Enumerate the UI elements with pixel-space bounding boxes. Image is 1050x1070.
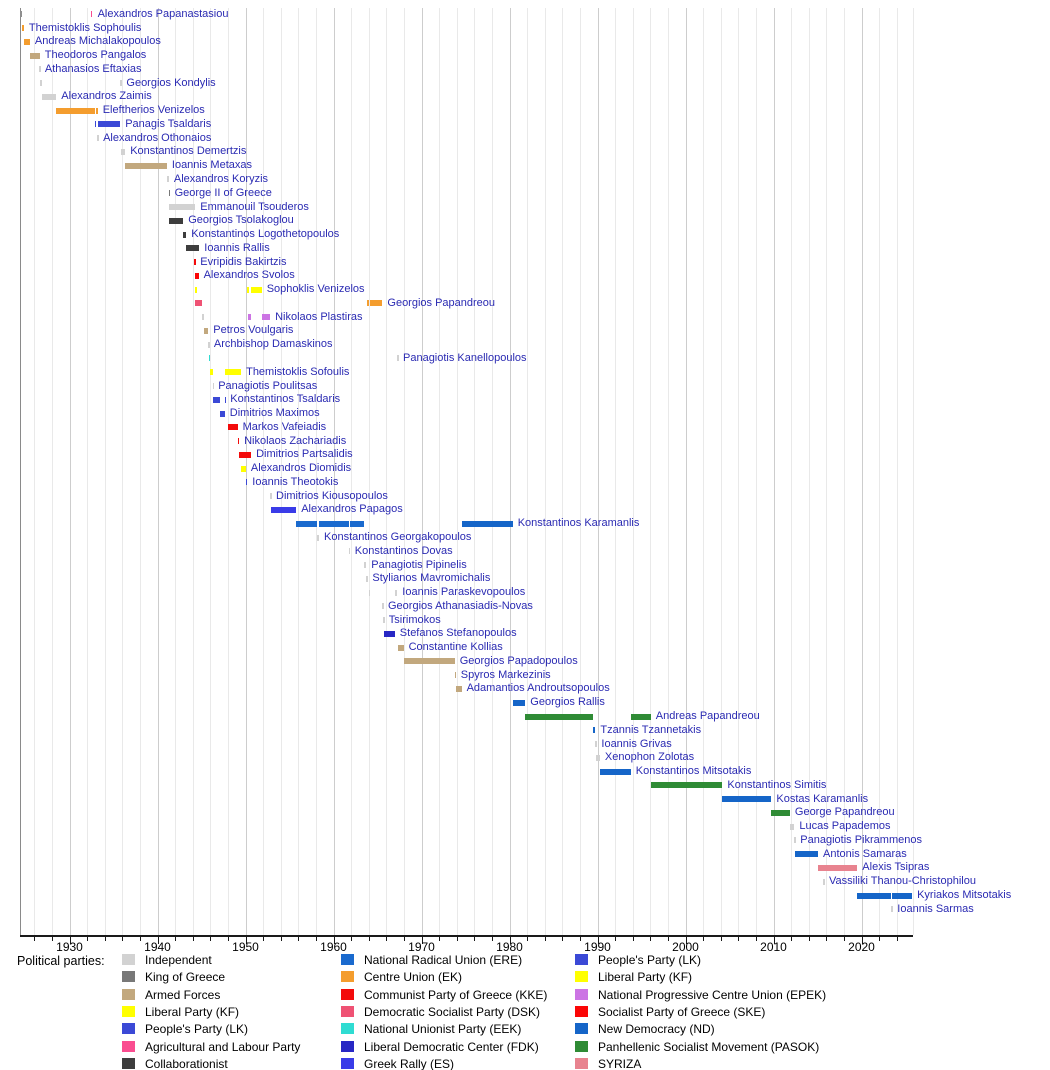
legend-title: Political parties: <box>17 954 105 968</box>
pm-term-bar <box>251 287 262 293</box>
pm-name-label[interactable]: Dimitrios Partsalidis <box>256 448 353 461</box>
pm-term-bar <box>631 714 651 720</box>
pm-term-bar <box>462 521 513 527</box>
pm-term-bar <box>95 121 97 127</box>
pm-name-label[interactable]: Tsirimokos <box>388 613 441 626</box>
gridline <box>527 8 528 935</box>
gridline <box>650 8 651 935</box>
legend-color-swatch <box>575 971 588 982</box>
pm-name-label[interactable]: Konstantinos Mitsotakis <box>635 765 752 778</box>
legend-color-swatch <box>341 971 354 982</box>
pm-term-bar <box>366 576 368 582</box>
legend-party-label: SYRIZA <box>598 1056 642 1070</box>
pm-term-bar <box>239 452 251 458</box>
pm-term-bar <box>97 135 99 141</box>
axis-tick <box>193 937 194 941</box>
pm-name-label[interactable]: Vassiliki Thanou-Christophilou <box>829 875 976 888</box>
axis-tick <box>105 937 106 941</box>
legend-party-label: Centre Union (EK) <box>364 970 463 985</box>
pm-name-label[interactable]: Alexandros Svolos <box>203 269 295 282</box>
legend-party-label: Democratic Socialist Party (DSK) <box>364 1004 541 1019</box>
pm-term-bar <box>204 328 208 334</box>
axis-tick <box>562 937 563 941</box>
pm-name-label[interactable]: Themistoklis Sophoulis <box>28 21 142 34</box>
legend-party-label: Independent <box>145 953 212 967</box>
pm-term-bar <box>367 300 369 306</box>
pm-term-bar <box>246 479 248 485</box>
axis-year-label: 1980 <box>496 940 523 954</box>
pm-term-bar <box>456 686 462 692</box>
pm-term-bar <box>397 355 399 361</box>
pm-name-label[interactable]: Alexandros Papagos <box>301 503 403 516</box>
pm-term-bar <box>795 851 818 857</box>
legend-color-swatch <box>575 989 588 1000</box>
gridline <box>703 8 704 935</box>
pm-name-label[interactable]: Petros Voulgaris <box>213 324 294 337</box>
pm-term-bar <box>350 521 364 527</box>
legend-color-swatch <box>122 1058 135 1069</box>
pm-name-label[interactable]: Panagiotis Kanellopoulos <box>403 351 527 364</box>
pm-name-label[interactable]: Adamantios Androutsopoulos <box>466 682 610 695</box>
gridline <box>510 8 511 935</box>
pm-term-bar <box>823 879 825 885</box>
pm-name-label[interactable]: Athanasios Eftaxias <box>44 62 142 75</box>
pm-term-bar <box>317 535 319 541</box>
gridline <box>562 8 563 935</box>
axis-tick <box>457 937 458 941</box>
legend-party-label: Panhellenic Socialist Movement (PASOK) <box>598 1039 820 1054</box>
legend-color-swatch <box>575 1041 588 1052</box>
pm-term-bar <box>370 300 383 306</box>
pm-name-label[interactable]: Ioannis Grivas <box>601 737 672 750</box>
axis-tick <box>738 937 739 941</box>
gridline <box>633 8 634 935</box>
pm-term-bar <box>30 53 40 59</box>
gridline <box>52 8 53 935</box>
legend-party-label: Armed Forces <box>145 987 221 1002</box>
pm-term-bar <box>398 645 404 651</box>
pm-term-bar <box>195 273 198 279</box>
legend-color-swatch <box>341 989 354 1000</box>
pm-name-label[interactable]: Ioannis Theotokis <box>252 475 339 488</box>
pm-term-bar <box>167 176 169 182</box>
legend-party-label: National Progressive Centre Union (EPEK) <box>598 987 827 1002</box>
pm-term-bar <box>404 658 455 664</box>
pm-term-bar <box>186 245 199 251</box>
pm-name-label[interactable]: Emmanouil Tsouderos <box>200 200 309 213</box>
pm-term-bar <box>349 548 351 554</box>
pm-name-label[interactable]: Alexandros Papanastasiou <box>97 7 229 20</box>
pm-term-bar <box>248 314 251 320</box>
pm-name-label[interactable]: Panagiotis Poulitsas <box>218 379 318 392</box>
gridline <box>386 8 387 935</box>
pm-term-bar <box>42 94 56 100</box>
pm-term-bar <box>271 507 296 513</box>
pm-name-label[interactable]: Ioannis Paraskevopoulos <box>402 586 526 598</box>
legend-party-label: National Radical Union (ERE) <box>364 953 523 967</box>
pm-term-bar <box>892 893 912 899</box>
pm-name-label[interactable]: Georgios Papadopoulos <box>459 654 578 667</box>
pm-term-bar <box>455 672 457 678</box>
pm-name-label[interactable]: Konstantinos Demertzis <box>130 145 247 158</box>
axis-tick <box>386 937 387 941</box>
pm-term-bar <box>195 300 202 306</box>
legend-party-label: Communist Party of Greece (KKE) <box>364 987 548 1002</box>
legend-color-swatch <box>122 954 135 965</box>
pm-name-label[interactable]: Markos Vafeiadis <box>242 420 327 433</box>
pm-name-label[interactable]: Stylianos Mavromichalis <box>372 572 491 585</box>
pm-name-label[interactable]: Alexandros Zaimis <box>61 90 152 103</box>
legend-color-swatch <box>341 1041 354 1052</box>
axis-year-label: 1970 <box>408 940 435 954</box>
pm-name-label[interactable]: Dimitrios Maximos <box>229 407 320 419</box>
axis-tick <box>650 937 651 941</box>
gridline <box>34 8 35 935</box>
pm-term-bar <box>262 314 270 320</box>
axis-tick <box>897 937 898 941</box>
axis-year-label: 2020 <box>848 940 875 954</box>
pm-name-label[interactable]: Panagis Tsaldaris <box>125 117 212 130</box>
pm-name-label[interactable]: George Papandreou <box>794 806 895 819</box>
axis-year-label: 1930 <box>56 940 83 954</box>
axis-year-label: 1950 <box>232 940 259 954</box>
pm-name-label[interactable]: Alexandros Diomidis <box>250 462 352 475</box>
axis-year-label: 2010 <box>760 940 787 954</box>
pm-name-label[interactable]: Kostas Karamanlis <box>776 792 869 805</box>
pm-term-bar <box>771 810 790 816</box>
pm-term-bar <box>525 714 593 720</box>
legend-color-swatch <box>341 1023 354 1034</box>
legend-party-label: Collaborationist <box>145 1056 228 1070</box>
axis-tick <box>210 937 211 941</box>
pm-name-label[interactable]: Konstantinos Tsaldaris <box>230 393 341 406</box>
pm-name-label[interactable]: Nikolaos Zachariadis <box>244 434 347 447</box>
pm-name-label[interactable]: Konstantinos Georgakopoulos <box>324 531 472 543</box>
axis-tick <box>809 937 810 941</box>
gridline <box>580 8 581 935</box>
pm-term-bar <box>213 397 220 403</box>
gridline <box>897 8 898 935</box>
pm-term-bar <box>238 438 240 444</box>
legend-color-swatch <box>122 1041 135 1052</box>
pm-term-bar <box>22 25 24 31</box>
gridline <box>70 8 71 935</box>
pm-term-bar <box>319 521 349 527</box>
pm-name-label[interactable]: George II of Greece <box>174 186 272 199</box>
pm-term-bar <box>794 837 796 843</box>
legend-party-label: Agricultural and Labour Party <box>145 1039 301 1054</box>
legend-color-swatch <box>575 1058 588 1069</box>
legend-party-label: People's Party (LK) <box>145 1022 249 1037</box>
pm-name-label[interactable]: Sophoklis Venizelos <box>266 283 365 296</box>
legend-color-swatch <box>575 1023 588 1034</box>
pm-term-bar <box>513 700 526 706</box>
axis-tick <box>721 937 722 941</box>
legend-color-swatch <box>122 971 135 982</box>
pm-term-bar <box>39 66 41 72</box>
pm-name-label[interactable]: Theodoros Pangalos <box>44 49 147 61</box>
pm-term-bar <box>169 190 171 196</box>
axis-tick <box>34 937 35 941</box>
gridline <box>122 8 123 935</box>
pm-term-bar <box>296 521 317 527</box>
legend-color-swatch <box>122 1006 135 1017</box>
pm-term-bar <box>395 590 398 596</box>
pm-term-bar <box>596 755 599 761</box>
pm-term-bar <box>384 631 395 637</box>
pm-term-bar <box>213 383 215 389</box>
pm-name-label[interactable]: Nikolaos Plastiras <box>275 310 363 323</box>
gridline <box>351 8 352 935</box>
pm-term-bar <box>247 287 249 293</box>
pm-name-label[interactable]: Georgios Tsolakoglou <box>188 214 294 227</box>
pm-name-label[interactable]: Stefanos Stefanopoulos <box>399 627 517 640</box>
pm-term-bar <box>225 369 241 375</box>
legend-color-swatch <box>341 1006 354 1017</box>
pm-name-label[interactable]: Tzannis Tzannetakis <box>600 723 702 736</box>
axis-tick <box>369 937 370 941</box>
legend-color-swatch <box>122 1023 135 1034</box>
gridline <box>87 8 88 935</box>
pm-term-bar <box>369 590 371 596</box>
pm-term-bar <box>210 369 213 375</box>
gridline <box>422 8 423 935</box>
axis-tick <box>298 937 299 941</box>
axis-tick <box>281 937 282 941</box>
pm-term-bar <box>228 424 238 430</box>
pm-term-bar <box>593 727 595 733</box>
legend-color-swatch <box>122 989 135 1000</box>
legend-party-label: Greek Rally (ES) <box>364 1056 455 1070</box>
pm-name-label[interactable]: Archbishop Damaskinos <box>213 338 333 351</box>
pm-name-label[interactable]: Ioannis Sarmas <box>897 902 974 915</box>
pm-name-label[interactable]: Andreas Papandreou <box>655 710 760 722</box>
pm-name-label[interactable]: Evripidis Bakirtzis <box>200 255 287 268</box>
pm-term-bar <box>891 906 893 912</box>
pm-name-label[interactable]: Alexis Tsipras <box>862 861 930 874</box>
pm-term-bar <box>364 562 367 568</box>
legend-party-label: Liberal Party (KF) <box>145 1004 240 1019</box>
y-axis-line <box>20 8 21 935</box>
gridline <box>668 8 669 935</box>
pm-name-label[interactable]: Panagiotis Pipinelis <box>371 558 467 571</box>
axis-tick <box>545 937 546 941</box>
axis-year-label: 1990 <box>584 940 611 954</box>
gridline <box>774 8 775 935</box>
pm-term-bar <box>595 741 597 747</box>
pm-term-bar <box>722 796 771 802</box>
legend-party-label: National Unionist Party (EEK) <box>364 1022 522 1037</box>
gridline <box>879 8 880 935</box>
pm-name-label[interactable]: Dimitrios Kiousopoulos <box>276 489 388 502</box>
pm-term-bar <box>651 782 723 788</box>
axis-year-label: 1940 <box>144 940 171 954</box>
pm-term-bar <box>195 287 197 293</box>
pm-name-label[interactable]: Spyros Markezinis <box>460 668 551 681</box>
pm-term-bar <box>56 108 94 114</box>
pm-name-label[interactable]: Lucas Papademos <box>799 820 891 833</box>
pm-term-bar <box>383 617 385 623</box>
axis-tick <box>474 937 475 941</box>
pm-term-bar <box>241 466 246 472</box>
pm-name-label[interactable]: Konstantinos Karamanlis <box>517 517 640 530</box>
pm-name-label[interactable]: Xenophon Zolotas <box>604 751 695 764</box>
gridline <box>686 8 687 935</box>
pm-name-label[interactable]: Konstantinos Logothetopoulos <box>191 228 340 240</box>
legend-party-label: People's Party (LK) <box>598 953 702 967</box>
gridline <box>474 8 475 935</box>
pm-term-bar <box>857 893 891 899</box>
pm-term-bar <box>20 11 22 17</box>
pm-term-bar <box>220 411 225 417</box>
axis-tick <box>122 937 123 941</box>
legend-party-label: New Democracy (ND) <box>598 1022 715 1037</box>
gridline <box>457 8 458 935</box>
pm-name-label[interactable]: Alexandros Koryzis <box>173 172 269 185</box>
pm-name-label[interactable]: Konstantinos Dovas <box>354 544 453 557</box>
x-axis-line <box>20 935 913 937</box>
legend-party-label: Socialist Party of Greece (SKE) <box>598 1004 766 1019</box>
pm-term-bar <box>120 80 122 86</box>
gridline <box>439 8 440 935</box>
gridline <box>105 8 106 935</box>
pm-term-bar <box>98 121 121 127</box>
axis-year-label: 2000 <box>672 940 699 954</box>
pm-term-bar <box>600 769 631 775</box>
pm-term-bar <box>24 39 30 45</box>
pm-term-bar <box>40 80 42 86</box>
gridline <box>369 8 370 935</box>
gridline <box>404 8 405 935</box>
legend-color-swatch <box>575 1006 588 1017</box>
axis-year-label: 1960 <box>320 940 347 954</box>
pm-term-bar <box>382 603 384 609</box>
legend-color-swatch <box>341 954 354 965</box>
gridline <box>913 8 914 935</box>
pm-name-label[interactable]: Themistoklis Sofoulis <box>246 365 350 378</box>
gridline <box>615 8 616 935</box>
legend-party-label: King of Greece <box>145 970 226 985</box>
legend-party-label: Liberal Democratic Center (FDK) <box>364 1039 539 1054</box>
axis-tick <box>826 937 827 941</box>
pm-term-bar <box>91 11 93 17</box>
pm-term-bar <box>209 355 211 361</box>
pm-name-label[interactable]: Georgios Kondylis <box>126 76 216 89</box>
pm-name-label[interactable]: Eleftherios Venizelos <box>102 104 205 117</box>
pm-name-label[interactable]: Georgios Papandreou <box>387 296 496 309</box>
legend-color-swatch <box>575 954 588 965</box>
gridline <box>598 8 599 935</box>
pm-term-bar <box>121 149 125 155</box>
pm-term-bar <box>96 108 98 114</box>
pm-name-label[interactable]: Georgios Rallis <box>530 696 605 709</box>
pm-name-label[interactable]: Panagiotis Pikrammenos <box>800 833 922 846</box>
pm-term-bar <box>125 163 167 169</box>
pm-term-bar <box>208 342 210 348</box>
pm-term-bar <box>202 314 204 320</box>
pm-name-label[interactable]: Kyriakos Mitsotakis <box>917 889 1012 901</box>
pm-name-label[interactable]: Antonis Samaras <box>823 847 907 860</box>
pm-term-bar <box>169 204 195 210</box>
pm-term-bar <box>270 493 272 499</box>
gridline <box>492 8 493 935</box>
pm-name-label[interactable]: Ioannis Metaxas <box>171 159 252 172</box>
pm-name-label[interactable]: Georgios Athanasiadis-Novas <box>388 599 533 612</box>
pm-term-bar <box>818 865 857 871</box>
pm-term-bar <box>225 397 227 403</box>
pm-name-label[interactable]: Constantine Kollias <box>408 641 503 654</box>
pm-term-bar <box>183 232 186 238</box>
pm-term-bar <box>169 218 183 224</box>
pm-name-label[interactable]: Konstantinos Simitis <box>727 778 827 791</box>
pm-name-label[interactable]: Ioannis Rallis <box>204 241 270 254</box>
pm-term-bar <box>194 259 196 265</box>
pm-name-label[interactable]: Alexandros Othonaios <box>103 131 212 144</box>
pm-term-bar <box>790 824 795 830</box>
gridline <box>545 8 546 935</box>
axis-tick <box>633 937 634 941</box>
legend-party-label: Liberal Party (KF) <box>598 970 693 985</box>
pm-name-label[interactable]: Andreas Michalakopoulos <box>34 35 161 48</box>
legend-color-swatch <box>341 1058 354 1069</box>
